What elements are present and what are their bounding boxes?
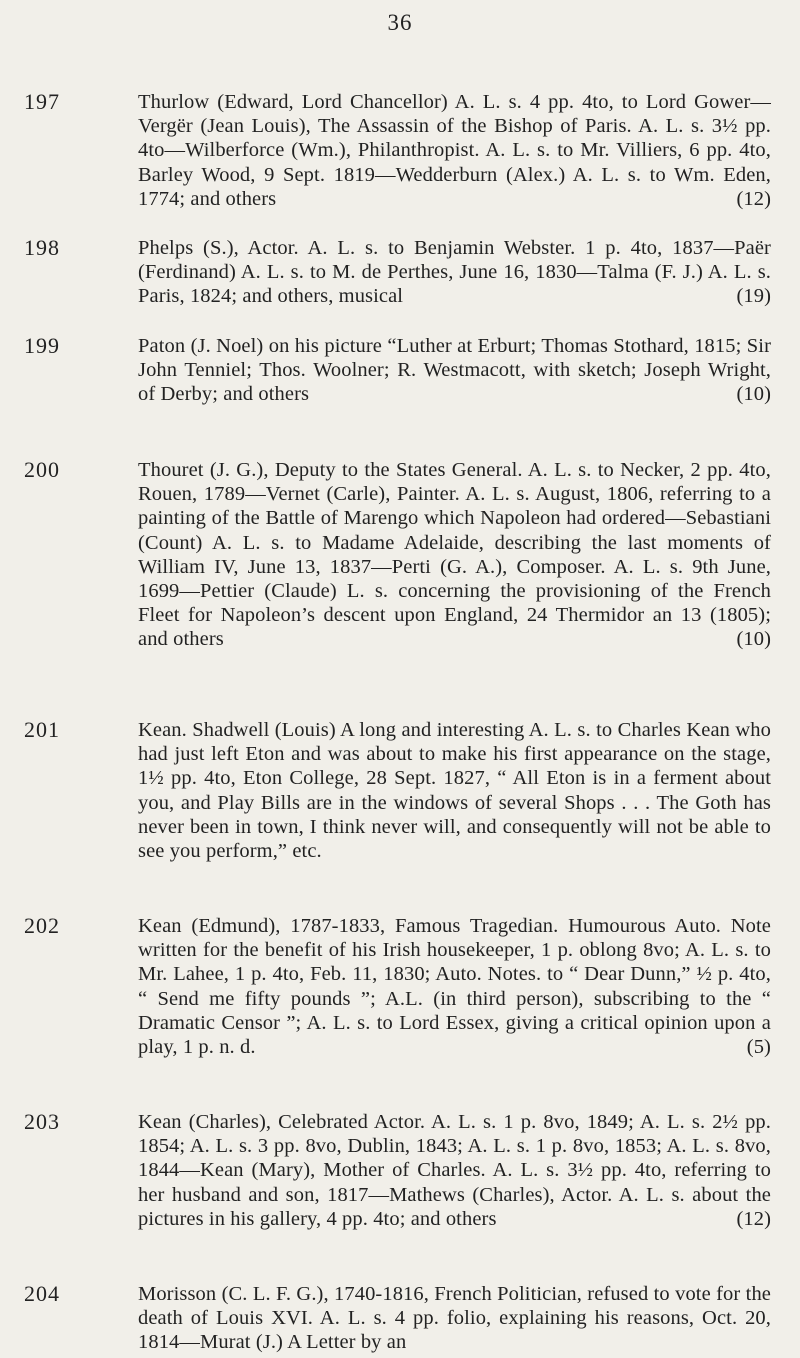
lot-price: (10) (736, 628, 771, 651)
page-number: 36 (387, 10, 413, 35)
lot-description: Kean (Edmund), 1787-1833, Famous Tragedian. Humourous Auto. Note written for the benefit of his Irish housekeeper, 1 p. oblong 8vo; A. L. s. to Mr. Lahee, 1 p. 4to, Feb. 11, 1830; Auto. Notes. to “ Dear Dunn,” ½ p. 4to, “ Send me fifty pounds ”; A.L. (in third person), subscribing to the “ Dramatic Censor ”; A. L. s. to Lord Essex, giving a critical opinion upon a play, 1 p. n. d. (5) (138, 915, 771, 1059)
lot-description: Paton (J. Noel) on his picture “Luther at Erburt; Thomas Stothard, 1815; Sir John Tenniel; Thos. Woolner; R. Westmacott, with sketch; Joseph Wright, of Derby; and others (10) (138, 335, 771, 406)
lot-price: (5) (746, 1036, 771, 1059)
lot-description: Thurlow (Edward, Lord Chancellor) A. L. s. 4 pp. 4to, to Lord Gower—Vergër (Jean Louis), The Assassin of the Bishop of Paris. A. L. s. 3½ pp. 4to—Wilberforce (Wm.), Philanthropist. A. L. s. to Mr. Villiers, 6 pp. 4to, Barley Wood, 9 Sept. 1819—Wedderburn (Alex.) A. L. s. to Wm. Eden, 1774; and others (12) (138, 91, 771, 210)
lot-description: Phelps (S.), Actor. A. L. s. to Benjamin Webster. 1 p. 4to, 1837—Paër (Ferdinand) A. L. s. to M. de Perthes, June 16, 1830—Talma (F. J.) A. L. s. Paris, 1824; and others, musical (19) (138, 237, 771, 308)
lot-description: Morisson (C. L. F. G.), 1740-1816, French Politician, refused to vote for the death of Louis XVI. A. L. s. 4 pp. folio, explaining his reasons, Oct. 20, 1814—Murat (J.) A Letter by an (138, 1283, 771, 1354)
lot-number: 200 (24, 457, 60, 482)
lot-price: (12) (736, 1207, 771, 1230)
lot-number: 201 (24, 717, 60, 742)
lot-price: (10) (736, 383, 771, 406)
lot-number: 199 (24, 333, 60, 358)
lot-number: 197 (24, 89, 60, 114)
lot-price: (12) (736, 187, 771, 210)
lot-number: 198 (24, 235, 60, 260)
lot-number: 202 (24, 913, 60, 938)
lot-number: 203 (24, 1109, 60, 1134)
lot-description: Thouret (J. G.), Deputy to the States General. A. L. s. to Necker, 2 pp. 4to, Rouen, 1789—Vernet (Carle), Painter. A. L. s. August, 1806, referring to a painting of the Battle of Marengo which Napoleon had ordered—Sebastiani (Count) A. L. s. to Madame Adelaide, describing the last moments of William IV, June 13, 1837—Perti (G. A.), Composer. A. L. s. 9th June, 1699—Pettier (Claude) L. s. concerning the provisioning of the French Fleet for Napoleon’s descent upon England, 24 Thermidor an 13 (1805); and others (10) (138, 459, 771, 651)
lot-description: Kean (Charles), Celebrated Actor. A. L. s. 1 p. 8vo, 1849; A. L. s. 2½ pp. 1854; A. L. s. 3 pp. 8vo, Dublin, 1843; A. L. s. 1 p. 8vo, 1853; A. L. s. 8vo, 1844—Kean (Mary), Mother of Charles. A. L. s. 3½ pp. 4to, referring to her husband and son, 1817—Mathews (Charles), Actor. A. L. s. about the pictures in his gallery, 4 pp. 4to; and others (12) (138, 1111, 771, 1230)
lot-price: (19) (736, 285, 771, 308)
lot-description: Kean. Shadwell (Louis) A long and interesting A. L. s. to Charles Kean who had just left Eton and was about to make his first appearance on the stage, 1½ pp. 4to, Eton College, 28 Sept. 1827, “ All Eton is in a ferment about you, and Play Bills are in the windows of several Shops . . . The Goth has never been in town, I think never will, and consequently will not be able to see you perform,” etc. (138, 719, 771, 863)
lot-number: 204 (24, 1281, 60, 1306)
